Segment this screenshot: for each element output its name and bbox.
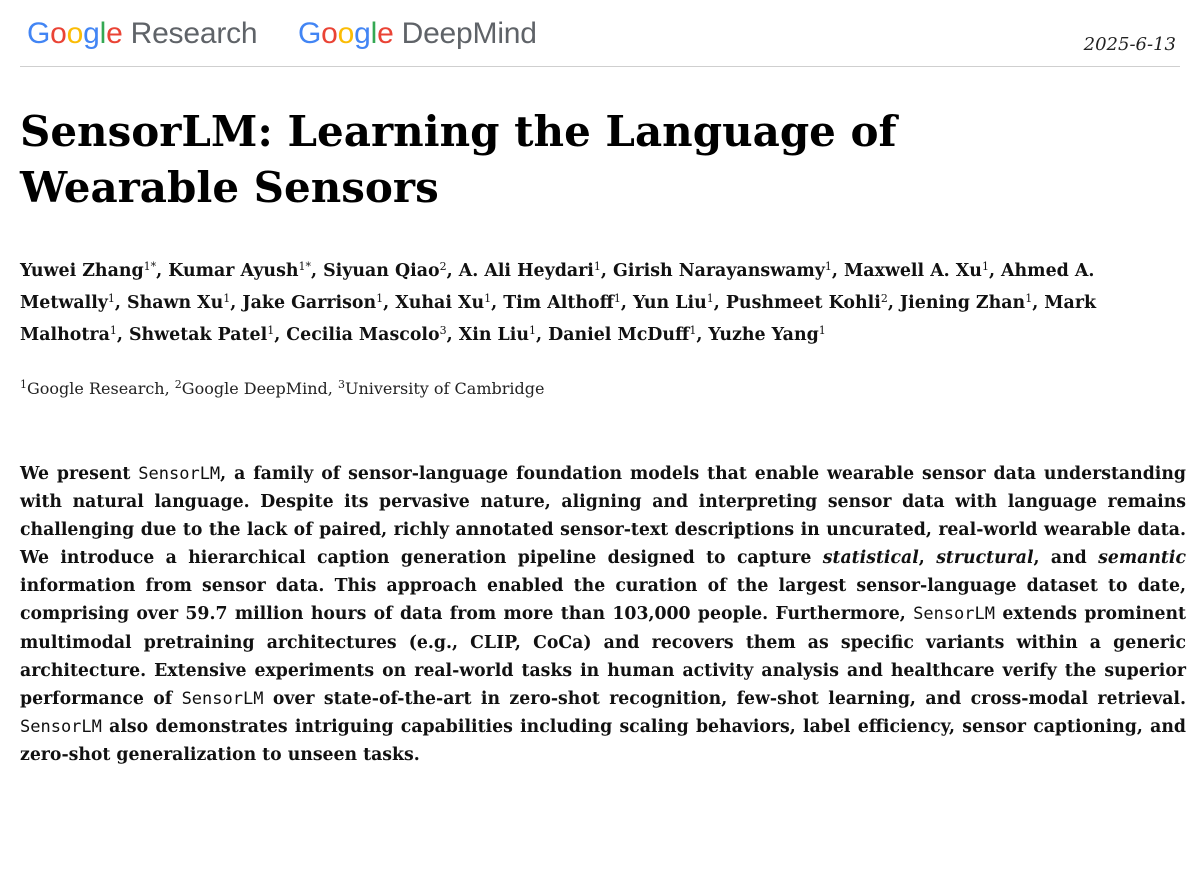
author-separator: , — [1032, 293, 1045, 313]
author-separator: , — [713, 293, 726, 313]
author-separator: , — [988, 261, 1002, 281]
author-affiliation-mark: 1 — [613, 292, 621, 305]
title-line-2: Wearable Sensors — [20, 163, 439, 212]
author-affiliation-mark: 1 — [223, 292, 231, 305]
author-separator: , — [230, 293, 243, 313]
author-affiliation-mark: 1 — [593, 260, 601, 273]
author-affiliation-mark: 1 — [824, 260, 832, 273]
author-name: Tim Althoff — [503, 293, 614, 313]
abstract-model-name: SensorLM — [181, 688, 264, 709]
affiliation-name: Google Research — [27, 379, 165, 398]
author-separator: , — [600, 261, 614, 281]
author-name: Siyuan Qiao — [323, 261, 440, 281]
abstract-text: also demonstrates intriguing capabilities including scaling behaviors, label efficiency, sensor captioning, and zero-shot generalization to unseen tasks. — [20, 716, 1186, 765]
author-separator: , — [536, 325, 549, 345]
affiliation-separator: , — [164, 379, 175, 398]
author-separator: , — [446, 325, 459, 345]
author-name: Pushmeet Kohli — [725, 293, 881, 313]
abstract-text: over state-of-the-art in zero-shot recognition, few-shot learning, and cross-modal retrieval. — [263, 688, 1186, 709]
abstract-text: , a family of sensor-language foundation models that enable wearable sensor data understanding with natural language. Despite its pervasive nature, aligning and interpreting sensor data with language remains challenging due to the lack of paired, richly annotated sensor-text descriptions in uncurated, real-world wearable data. We introduce a hierarchical caption generation pipeline designed to capture — [20, 464, 1186, 569]
author-affiliation-mark: 1 — [818, 324, 826, 337]
author-separator: , — [446, 261, 459, 281]
abstract-emphasis: semantic — [1098, 548, 1186, 569]
author-affiliation-mark: 1 — [529, 324, 537, 337]
abstract-model-name: SensorLM — [138, 464, 221, 484]
paper-title — [20, 104, 1120, 216]
author-separator: , — [116, 325, 129, 345]
abstract-emphasis: statistical — [822, 548, 919, 569]
author-affiliation-mark: 2 — [880, 292, 888, 305]
author-name: Maxwell A. Xu — [844, 261, 982, 281]
author-name: Girish Narayanswamy — [613, 261, 825, 281]
author-affiliation-mark: 1 — [267, 324, 275, 337]
author-separator: , — [383, 293, 396, 313]
author-separator: , — [311, 261, 324, 281]
author-name: Ahmed A. Metwally — [20, 261, 1095, 313]
abstract-text: We present — [20, 464, 139, 484]
author-name: Cecilia Mascolo — [286, 325, 440, 345]
abstract-text: , — [918, 548, 937, 569]
author-affiliation-mark: 1 — [689, 324, 697, 337]
author-affiliation-mark: 1 — [107, 292, 115, 305]
author-affiliation-mark: 1 — [109, 324, 117, 337]
google-deepmind-logo: Google DeepMind — [298, 17, 537, 50]
google-research-logo: Google Research — [27, 17, 258, 50]
author-affiliation-mark: 1 — [376, 292, 384, 305]
author-name: Mark Malhotra — [20, 293, 1097, 345]
publication-date: 2025-6-13 — [1083, 34, 1176, 55]
author-separator: , — [887, 293, 900, 313]
author-affiliation-mark: 2 — [439, 260, 447, 273]
abstract-text: extends prominent multimodal pretraining architectures (e.g., CLIP, CoCa) and recovers them as specific variants within a generic architecture. Extensive experiments on real-world tasks in human activity analysis and healthcare verify the superior performance of — [20, 604, 1187, 709]
author-list — [20, 255, 1185, 351]
affiliation-separator: , — [327, 379, 338, 398]
abstract-model-name: SensorLM — [913, 604, 995, 625]
author-name: Xuhai Xu — [395, 293, 485, 313]
author-separator: , — [156, 261, 169, 281]
page-header — [0, 0, 1200, 70]
author-name: Shawn Xu — [127, 293, 224, 313]
affiliation-name: Google DeepMind — [181, 379, 328, 398]
abstract-text: , and — [1033, 548, 1099, 569]
author-name: Yun Liu — [633, 293, 707, 313]
author-affiliation-mark: 1 — [706, 292, 714, 305]
author-affiliation-mark: 1* — [143, 260, 157, 273]
abstract-emphasis: structural — [936, 548, 1034, 569]
author-affiliation-mark: 1 — [981, 260, 989, 273]
title-line-1: SensorLM: Learning the Language of — [20, 107, 897, 156]
abstract-paragraph — [20, 460, 1186, 769]
author-separator: , — [491, 293, 504, 313]
author-separator: , — [831, 261, 844, 281]
author-name: Yuwei Zhang — [20, 261, 144, 281]
author-name: Kumar Ayush — [168, 261, 299, 281]
affiliation-name: University of Cambridge — [344, 379, 545, 398]
author-name: Jiening Zhan — [899, 293, 1026, 313]
affiliation-list — [20, 377, 544, 401]
author-separator: , — [114, 293, 128, 313]
logo-product-name: DeepMind — [401, 17, 537, 50]
affiliation-mark: 3 — [337, 378, 345, 391]
author-name: Daniel McDuff — [548, 325, 690, 345]
author-affiliation-mark: 1 — [1025, 292, 1033, 305]
author-affiliation-mark: 1* — [298, 260, 311, 273]
author-separator: , — [274, 325, 287, 345]
author-name: Yuzhe Yang — [708, 325, 819, 345]
affiliation-mark: 1 — [20, 378, 27, 391]
author-name: Shwetak Patel — [128, 325, 268, 345]
author-separator: , — [696, 325, 709, 345]
author-affiliation-mark: 3 — [439, 324, 447, 337]
abstract-text: information from sensor data. This approach enabled the curation of the largest sensor-language dataset to date, comprising over 59.7 million hours of data from more than 103,000 people. Furthermore, — [20, 576, 1186, 625]
affiliation-mark: 2 — [174, 378, 182, 391]
logo-product-name: Research — [130, 17, 258, 50]
author-affiliation-mark: 1 — [484, 292, 492, 305]
author-name: A. Ali Heydari — [458, 261, 594, 281]
header-divider — [20, 66, 1180, 67]
author-name: Xin Liu — [458, 325, 530, 345]
author-separator: , — [620, 293, 633, 313]
abstract-model-name: SensorLM — [20, 716, 102, 737]
author-name: Jake Garrison — [242, 293, 377, 313]
